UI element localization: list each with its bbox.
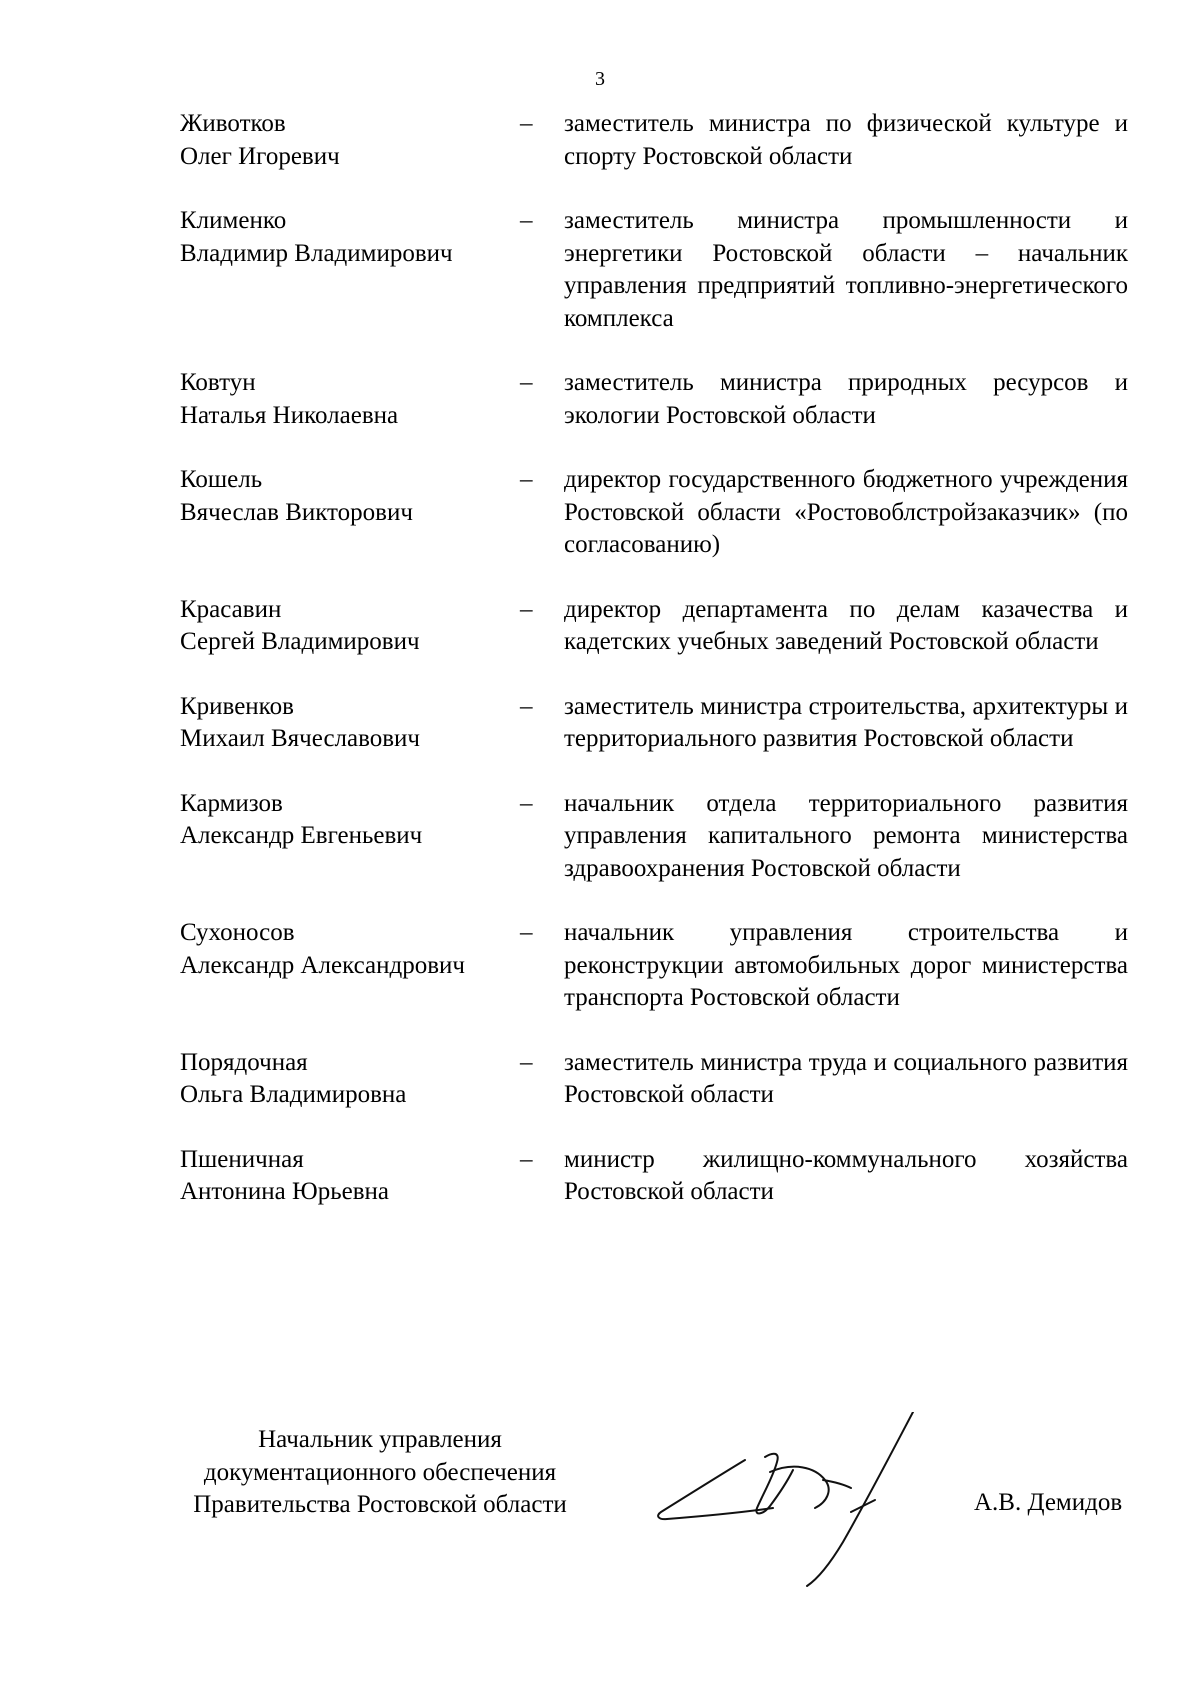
member-dash: – [520,207,533,234]
member-given-names: Александр Евгеньевич [180,822,423,849]
member-surname: Клименко [180,207,287,234]
member-position: заместитель министра промышленности и энергетики Ростовской области – начальник управления предприятий топливно-энергетического комплекса [564,207,1128,332]
member-position: директор государственного бюджетного учреждения Ростовской области «Ростовоблстройзаказчик» (по согласованию) [564,466,1128,558]
member-dash: – [520,692,533,720]
handwritten-signature [655,1412,945,1587]
page-number: 3 [595,68,605,90]
member-surname: Кармизов [180,789,283,817]
member-name [180,1144,520,1209]
member-position: заместитель министра строительства, архитектуры и территориального развития Ростовской области [564,692,1128,752]
member-position: начальник управления строительства и реконструкции автомобильных дорог министерства транспорта Ростовской области [564,919,1128,1011]
signer-title-line: Начальник управления [258,1426,502,1453]
member-dash: – [520,789,533,817]
member-given-names: Вячеслав Викторович [180,498,413,526]
member-surname: Животков [180,110,286,137]
member-position: заместитель министра по физической культуре и спорту Ростовской области [564,110,1128,170]
member-surname: Ковтун [180,369,256,396]
member-surname: Сухоносов [180,919,295,946]
member-position: заместитель министра труда и социального развития Ростовской области [564,1048,1128,1108]
member-name [180,594,520,659]
member-surname: Кошель [180,466,263,493]
member-given-names: Владимир Владимирович [180,239,453,267]
member-dash: – [520,466,533,493]
member-dash: – [520,1048,533,1076]
member-given-names: Михаил Вячеславович [180,725,421,752]
member-row [180,464,1140,562]
member-surname: Кривенков [180,692,294,720]
members-list [180,108,1140,1241]
member-name [180,367,520,432]
member-given-names: Наталья Николаевна [180,401,399,429]
member-row [180,1047,1140,1112]
member-dash: – [520,595,533,623]
member-dash: – [520,110,533,137]
member-surname: Пшеничная [180,1145,304,1173]
member-row [180,1144,1140,1209]
member-surname: Красавин [180,595,282,623]
member-row [180,691,1140,756]
signer-title [150,1424,610,1522]
member-row [180,917,1140,1015]
member-row [180,367,1140,432]
member-given-names: Ольга Владимировна [180,1081,407,1108]
member-row [180,594,1140,659]
member-dash: – [520,1145,533,1173]
member-row [180,788,1140,886]
member-dash: – [520,369,533,396]
member-name [180,788,520,886]
member-name [180,1047,520,1112]
signer-title-line: документационного обеспечения [203,1458,557,1486]
member-name [180,917,520,1015]
member-row [180,205,1140,335]
member-given-names: Александр Александрович [180,951,465,979]
member-dash: – [520,919,533,946]
member-given-names: Олег Игоревич [180,142,340,170]
signer-title-line: Правительства Ростовской области [193,1491,567,1518]
member-position: директор департамента по делам казачества и кадетских учебных заведений Ростовской области [564,595,1128,655]
member-name [180,464,520,562]
signer-name: А.В. Демидов [974,1489,1123,1516]
member-position: министр жилищно-коммунального хозяйства Ростовской области [564,1145,1128,1205]
member-given-names: Сергей Владимирович [180,628,420,655]
member-position: заместитель министра природных ресурсов и экологии Ростовской области [564,369,1128,429]
member-row [180,108,1140,173]
signature-block [0,1424,1200,1624]
member-name [180,108,520,173]
member-name [180,691,520,756]
member-position: начальник отдела территориального развития управления капитального ремонта министерства здравоохранения Ростовской области [564,789,1128,882]
member-given-names: Антонина Юрьевна [180,1178,389,1205]
member-surname: Порядочная [180,1048,308,1076]
member-name [180,205,520,335]
